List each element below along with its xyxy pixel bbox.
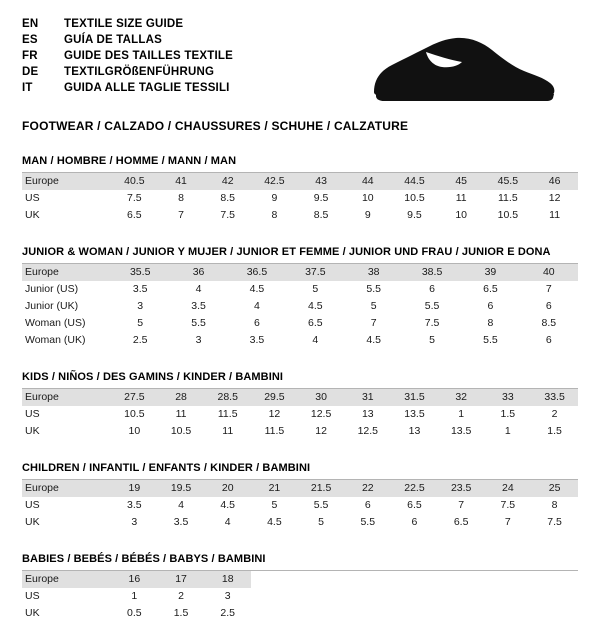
- language-row: [22, 66, 233, 82]
- language-row: [22, 50, 233, 66]
- cell: 3.5: [249, 334, 265, 346]
- table-row: [22, 406, 578, 423]
- cell: 12.5: [357, 425, 378, 437]
- cell: [344, 588, 391, 605]
- cell: 30: [298, 389, 345, 406]
- table-row: [22, 423, 578, 440]
- cell: 1.5: [500, 408, 516, 420]
- cell: 3.5: [132, 283, 148, 295]
- cell: 2.5: [220, 607, 236, 619]
- cell: 38.5: [403, 264, 461, 281]
- cell: 3.5: [127, 499, 142, 511]
- table-row: [22, 281, 578, 298]
- cell: 40: [520, 264, 578, 281]
- row-label: Europe: [22, 480, 111, 497]
- cell: [391, 605, 438, 622]
- cell: [531, 571, 578, 588]
- cell: 0.5: [127, 607, 142, 619]
- size-table-babies: [22, 571, 578, 622]
- cell: 10.5: [497, 209, 519, 221]
- cell: 20: [204, 480, 251, 497]
- section-title: JUNIOR & WOMAN / JUNIOR Y MUJER / JUNIOR ET FEMME / JUNIOR UND FRAU / JUNIOR E DONA: [22, 246, 578, 264]
- cell: 10.5: [404, 192, 425, 204]
- cell: 13: [361, 408, 374, 420]
- cell: 11: [222, 425, 234, 437]
- section-kids: [22, 371, 578, 440]
- cell: 4.5: [267, 516, 282, 528]
- cell: 19.5: [158, 480, 205, 497]
- table-row: [22, 190, 578, 207]
- cell: [344, 571, 391, 588]
- table-row: [22, 389, 578, 406]
- cell: 13.5: [404, 408, 425, 420]
- cell: 9: [271, 192, 278, 204]
- cell: 35.5: [111, 264, 169, 281]
- cell: 8.5: [541, 317, 557, 329]
- cell: 32: [438, 389, 485, 406]
- row-label: US: [25, 499, 40, 511]
- section-junior-woman: [22, 246, 578, 349]
- cell: 6.5: [483, 283, 498, 295]
- cell: 4.5: [249, 283, 265, 295]
- cell: 22: [344, 480, 391, 497]
- cell: 9: [364, 209, 371, 221]
- cell: [391, 571, 438, 588]
- cell: 7.5: [220, 209, 236, 221]
- cell: 7: [545, 283, 552, 295]
- cell: 7: [370, 317, 377, 329]
- cell: 11.5: [498, 192, 518, 204]
- table-row: [22, 264, 578, 281]
- cell: 5: [429, 334, 435, 346]
- cell: 6: [545, 300, 552, 312]
- size-table-kids: [22, 389, 578, 440]
- document-header: [22, 18, 578, 105]
- cell: 12: [268, 408, 281, 420]
- cell: 3.5: [191, 300, 206, 312]
- cell: 6.5: [407, 499, 422, 511]
- cell: 11.5: [217, 408, 238, 420]
- cell: 22.5: [391, 480, 438, 497]
- size-table-body: [22, 173, 578, 224]
- cell: [485, 605, 532, 622]
- cell: 18: [204, 571, 251, 588]
- cell: 4.5: [220, 499, 236, 511]
- cell: 25: [531, 480, 578, 497]
- cell: 8: [271, 209, 278, 221]
- cell: 10.5: [124, 408, 145, 420]
- cell: 9.5: [407, 209, 422, 221]
- cell: 19: [111, 480, 158, 497]
- dress-shoe-icon: [366, 36, 556, 102]
- cell: 10.5: [170, 425, 192, 437]
- section-children: [22, 462, 578, 531]
- cell: 1.5: [173, 607, 189, 619]
- language-title-list-body: [22, 18, 233, 98]
- size-table-man: [22, 173, 578, 224]
- cell: 29.5: [251, 389, 298, 406]
- cell: 6.5: [453, 516, 469, 528]
- cell: 8.5: [313, 209, 329, 221]
- shoe-illustration: [366, 36, 556, 105]
- language-code: EN: [22, 18, 39, 30]
- cell: 9.5: [313, 192, 329, 204]
- row-label: UK: [25, 209, 40, 221]
- cell: 12.5: [310, 408, 332, 420]
- cell: 23.5: [438, 480, 485, 497]
- cell: 3: [224, 590, 231, 602]
- cell: 13: [408, 425, 421, 437]
- cell: [485, 588, 532, 605]
- cell: 4: [178, 499, 184, 511]
- cell: 1: [458, 408, 465, 420]
- cell: 13.5: [450, 425, 472, 437]
- cell: 31: [344, 389, 391, 406]
- cell: 3: [137, 300, 144, 312]
- cell: 7: [178, 209, 184, 221]
- section-title: KIDS / NIÑOS / DES GAMINS / KINDER / BAMBINI: [22, 371, 578, 389]
- table-row: [22, 497, 578, 514]
- cell: 8: [487, 317, 494, 329]
- row-label: UK: [25, 425, 40, 437]
- cell: 5: [271, 499, 278, 511]
- cell: 11: [455, 192, 467, 204]
- cell: 4.5: [308, 300, 323, 312]
- size-table-body: [22, 389, 578, 440]
- cell: 4: [254, 300, 260, 312]
- cell: 45: [438, 173, 485, 190]
- cell: 10: [128, 425, 141, 437]
- size-table-body: [22, 264, 578, 349]
- cell: 3: [131, 516, 138, 528]
- table-row: [22, 315, 578, 332]
- language-row: [22, 82, 233, 98]
- row-label: US: [25, 408, 40, 420]
- language-title: TEXTILE SIZE GUIDE: [64, 18, 184, 30]
- row-label: Europe: [22, 173, 111, 190]
- cell: 5: [370, 300, 377, 312]
- cell: [251, 588, 298, 605]
- table-row: [22, 480, 578, 497]
- cell: 6: [429, 283, 435, 295]
- cell: 3: [195, 334, 202, 346]
- cell: 11: [549, 209, 561, 221]
- cell: 5.5: [360, 516, 376, 528]
- cell: 46: [531, 173, 578, 190]
- cell: 10: [361, 192, 374, 204]
- cell: 10: [455, 209, 467, 221]
- cell: [251, 605, 298, 622]
- cell: [298, 605, 345, 622]
- language-title: GUIDE DES TAILLES TEXTILE: [64, 50, 233, 62]
- language-code: ES: [22, 34, 38, 46]
- language-code: DE: [22, 66, 39, 78]
- cell: 36: [169, 264, 227, 281]
- table-row: [22, 605, 578, 622]
- cell: 8: [178, 192, 184, 204]
- cell: [485, 571, 532, 588]
- cell: 21: [251, 480, 298, 497]
- row-label: Europe: [22, 571, 111, 588]
- cell: 37.5: [286, 264, 344, 281]
- cell: 6: [545, 334, 552, 346]
- row-label: Woman (US): [25, 317, 86, 329]
- cell: 4: [195, 283, 202, 295]
- cell: 8.5: [220, 192, 236, 204]
- row-label: UK: [25, 516, 40, 528]
- cell: 7.5: [127, 192, 142, 204]
- cell: 12: [548, 192, 561, 204]
- cell: 31.5: [391, 389, 438, 406]
- row-label: Woman (UK): [25, 334, 86, 346]
- cell: 3.5: [173, 516, 189, 528]
- table-row: [22, 588, 578, 605]
- cell: [298, 571, 345, 588]
- cell: 2: [551, 408, 558, 420]
- table-row: [22, 514, 578, 531]
- cell: 16: [111, 571, 158, 588]
- cell: 27.5: [111, 389, 158, 406]
- cell: 2.5: [132, 334, 148, 346]
- cell: 45.5: [485, 173, 532, 190]
- cell: 36.5: [228, 264, 286, 281]
- cell: 28: [158, 389, 205, 406]
- row-label: Europe: [22, 389, 111, 406]
- cell: 6: [487, 300, 494, 312]
- section-title: CHILDREN / INFANTIL / ENFANTS / KINDER / BAMBINI: [22, 462, 578, 480]
- cell: 6.5: [308, 317, 323, 329]
- cell: 7: [458, 499, 465, 511]
- cell: [344, 605, 391, 622]
- language-title: GUIDA ALLE TAGLIE TESSILI: [64, 82, 230, 94]
- cell: 33.5: [531, 389, 578, 406]
- cell: 4: [224, 516, 231, 528]
- cell: [391, 588, 438, 605]
- cell: 42.5: [251, 173, 298, 190]
- cell: 44: [344, 173, 391, 190]
- cell: 44.5: [391, 173, 438, 190]
- cell: [298, 588, 345, 605]
- cell: 2: [178, 590, 184, 602]
- cell: 8: [551, 499, 558, 511]
- cell: 43: [298, 173, 345, 190]
- cell: 17: [158, 571, 205, 588]
- cell: 7.5: [547, 516, 562, 528]
- cell: 5.5: [483, 334, 498, 346]
- row-label: Junior (US): [25, 283, 79, 295]
- cell: [438, 588, 485, 605]
- cell: 11: [175, 408, 187, 420]
- cell: 6: [364, 499, 371, 511]
- cell: 7: [504, 516, 511, 528]
- cell: 1.5: [547, 425, 562, 437]
- cell: 28.5: [204, 389, 251, 406]
- row-label: Europe: [22, 264, 111, 281]
- cell: 7.5: [500, 499, 516, 511]
- language-title-list: [22, 18, 233, 98]
- language-code: FR: [22, 50, 38, 62]
- cell: 41: [158, 173, 205, 190]
- cell: 12: [315, 425, 327, 437]
- cell: 21.5: [298, 480, 345, 497]
- cell: 5.5: [424, 300, 440, 312]
- cell: 24: [485, 480, 532, 497]
- cell: 33: [485, 389, 532, 406]
- cell: [438, 571, 485, 588]
- row-label: UK: [25, 607, 40, 619]
- section-title: MAN / HOMBRE / HOMME / MANN / MAN: [22, 155, 578, 173]
- cell: 39: [461, 264, 519, 281]
- table-row: [22, 298, 578, 315]
- cell: 5.5: [366, 283, 381, 295]
- cell: 5: [312, 283, 319, 295]
- cell: [531, 605, 578, 622]
- cell: 1: [504, 425, 511, 437]
- cell: 5.5: [313, 499, 329, 511]
- cell: 4.5: [366, 334, 381, 346]
- table-row: [22, 207, 578, 224]
- cell: 5: [137, 317, 144, 329]
- size-table-body: [22, 571, 578, 622]
- table-row: [22, 173, 578, 190]
- table-row: [22, 571, 578, 588]
- cell: 5: [318, 516, 325, 528]
- section-babies: [22, 553, 578, 622]
- size-table-junior-woman: [22, 264, 578, 349]
- cell: 42: [204, 173, 251, 190]
- cell: 6.5: [127, 209, 142, 221]
- language-code: IT: [22, 82, 33, 94]
- cell: 5.5: [191, 317, 206, 329]
- footwear-category-heading: FOOTWEAR / CALZADO / CHAUSSURES / SCHUHE / CALZATURE: [22, 119, 409, 133]
- cell: 1: [131, 590, 138, 602]
- section-title: BABIES / BEBÉS / BÉBÉS / BABYS / BAMBINI: [22, 553, 578, 571]
- row-label: US: [25, 192, 40, 204]
- language-row: [22, 18, 233, 34]
- language-row: [22, 34, 233, 50]
- section-man: [22, 155, 578, 224]
- cell: 38: [345, 264, 403, 281]
- cell: [251, 571, 298, 588]
- cell: 6: [411, 516, 418, 528]
- cell: 40.5: [111, 173, 158, 190]
- cell: 7.5: [424, 317, 440, 329]
- cell: [438, 605, 485, 622]
- cell: 11.5: [264, 425, 285, 437]
- cell: [531, 588, 578, 605]
- cell: 4: [312, 334, 319, 346]
- size-table-children: [22, 480, 578, 531]
- table-row: [22, 332, 578, 349]
- row-label: Junior (UK): [25, 300, 79, 312]
- row-label: US: [25, 590, 40, 602]
- language-title: TEXTILGRÖßENFÜHRUNG: [64, 66, 215, 78]
- cell: 6: [254, 317, 260, 329]
- size-table-body: [22, 480, 578, 531]
- language-title: GUÍA DE TALLAS: [64, 34, 162, 46]
